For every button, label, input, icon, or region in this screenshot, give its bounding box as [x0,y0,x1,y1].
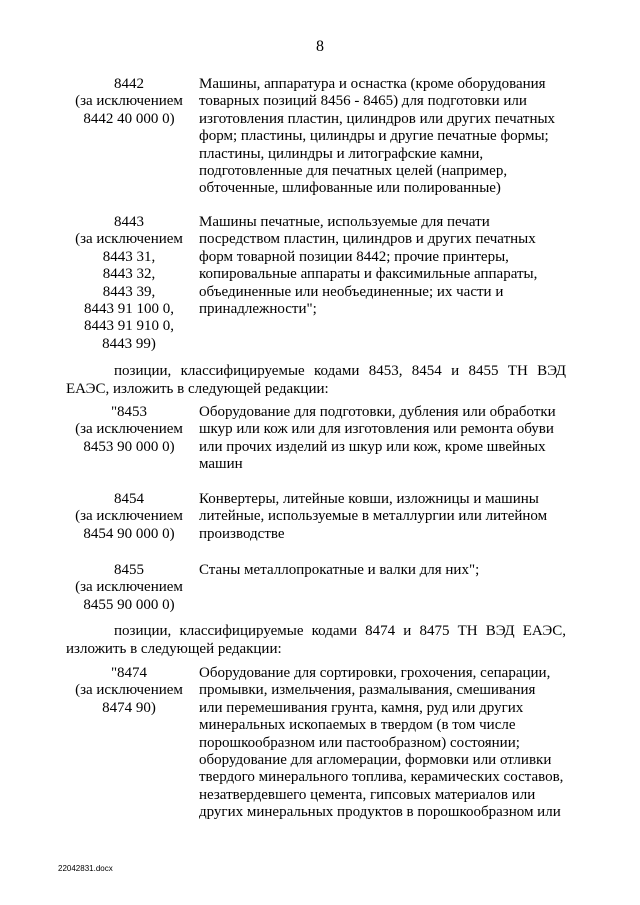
entry-description [199,562,579,579]
desc-line: шкур или кож или для изготовления или ремонта обуви [199,421,554,438]
desc-line: промывки, измельчения, размалывания, смешивания [199,682,536,699]
desc-line: копировальные аппараты и факсимильные аппараты, [199,266,538,283]
footer-filename: 22042831.docx [58,864,113,873]
code-line: 8453 90 000 0) [83,438,175,455]
desc-line: посредством пластин, цилиндров и других печатных [199,231,536,248]
desc-line: Оборудование для подготовки, дубления или обработки [199,404,556,420]
code-line: 8442 [114,76,144,92]
code-line: (за исключением [75,231,183,248]
entry-description [199,76,579,198]
code-line: 8443 [114,214,144,230]
desc-line: производстве [199,525,285,542]
desc-line: объединенные или необъединенные; их части и [199,283,504,300]
code-line: 8443 39, [102,283,156,300]
paragraph-line: позиции, классифицируемые кодами 8453, 8454 и 8455 ТН ВЭД [114,363,566,379]
desc-line: порошкообразном или пастообразном) состоянии; [199,734,520,751]
desc-line: других минеральных продуктов в порошкообразном или [199,804,561,821]
entry-description [199,404,579,474]
code-line: 8454 [114,491,144,507]
desc-line: Оборудование для сортировки, грохочения, сепарации, [199,665,551,681]
paragraph-8453-8455-intro [66,362,566,398]
desc-line: или прочих изделий из шкур или кож, кроме швейных [199,438,546,455]
code-line: 8443 91 100 0, [84,301,174,318]
code-line: (за исключением [75,421,183,438]
code-line: "8474 [110,665,148,681]
code-line: 8443 91 910 0, [84,318,174,335]
code-line: 8443 31, [102,248,156,265]
desc-line: минеральных ископаемых в твердом (в том числе [199,717,516,734]
code-line: 8454 90 000 0) [83,525,175,542]
desc-line: твердого минерального топлива, керамических составов, [199,769,564,786]
paragraph-8474-8475-intro [66,622,566,658]
desc-line: Конвертеры, литейные ковши, изложницы и машины [199,491,539,507]
desc-line: машин [199,456,243,473]
desc-line: подготовленные для печатных целей (например, [199,163,508,180]
desc-line: или перемешивания грунта, камня, руд или других [199,699,524,716]
code-line: (за исключением [75,682,183,699]
entry-code [66,404,192,456]
desc-line: оборудование для агломерации, формовки или отливки [199,752,552,769]
code-line: 8455 90 000 0) [83,596,175,613]
code-line: 8442 40 000 0) [83,110,175,127]
entry-description [199,665,579,822]
code-line: 8474 90) [102,699,156,716]
code-line: 8455 [114,562,144,578]
desc-line: Машины, аппаратура и оснастка (кроме оборудования [199,76,546,92]
desc-line: форм товарной позиции 8442; прочие принтеры, [199,248,509,265]
entry-code [66,76,192,128]
code-line: 8443 32, [102,266,156,283]
desc-line: изготовления пластин, цилиндров или других печатных [199,110,556,127]
desc-line: принадлежности"; [199,301,317,318]
desc-line: обточенные, шлифованные или полированные) [199,180,501,197]
entry-code [66,665,192,717]
code-line: (за исключением [75,579,183,596]
entry-code [66,491,192,543]
desc-line: товарных позиций 8456 - 8465) для подготовки или [199,93,527,110]
desc-line: Машины печатные, используемые для печати [199,214,490,230]
entry-code [66,562,192,614]
page-number: 8 [316,38,324,55]
desc-line: литейные, используемые в металлургии или литейном [199,508,548,525]
code-line: (за исключением [75,508,183,525]
paragraph-line: позиции, классифицируемые кодами 8474 и 8475 ТН ВЭД ЕАЭС, [114,623,566,639]
desc-line: пластины, цилиндры и литографские камни, [199,145,484,162]
desc-line: незатвердевшего цемента, гипсовых материалов или [199,786,536,803]
desc-line: форм; пластины, цилиндры и другие печатные формы; [199,128,549,145]
code-line: 8443 99) [102,335,156,352]
entry-description [199,491,579,543]
entry-description [199,214,579,318]
code-line: "8453 [110,404,148,420]
paragraph-line: изложить в следующей редакции: [66,641,282,657]
entry-code [66,214,192,353]
code-line: (за исключением [75,93,183,110]
desc-line: Станы металлопрокатные и валки для них"; [199,562,480,578]
paragraph-line: ЕАЭС, изложить в следующей редакции: [66,381,329,397]
